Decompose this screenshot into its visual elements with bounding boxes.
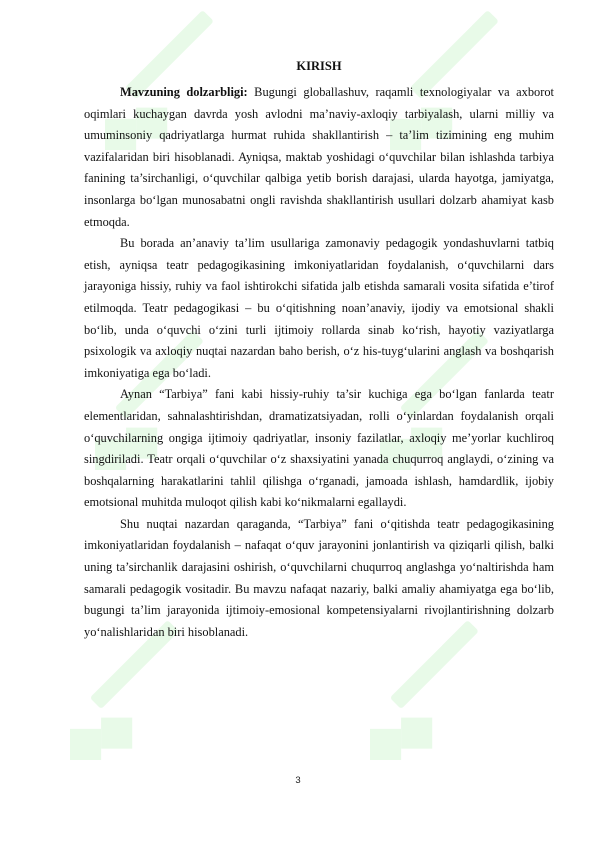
paragraph-theatre-pedagogy: [84, 233, 554, 384]
paragraph-lead: Mavzuning dolzarbligi:: [120, 85, 248, 99]
watermark-mark: [49, 620, 214, 785]
paragraph-tarbiya-subject: [84, 384, 554, 514]
paragraph-text: Bugungi globallashuv, raqamli texnologiyalar va axborot oqimlari kuchaygan davrda yosh avlodni ma’naviy-axloqiy tarbiyalash, ularni milliy va umuminsoniy qadriyatlarga hurmat ruhida shakllantirish – ta’lim tizimining eng muhim vazifalaridan biri hisoblanadi. Ayniqsa, maktab yoshidagi o‘quvchilar bilan ishlashda tarbiya fanining ta’sirchanligi, o‘quvchilar qalbiga yetib borish darajasi, ularda hayotga, jamiyatga, insonlarga bo‘lgan munosabatni ongli ravishda shakllantirish usullari dolzarb ahamiyat kasb etmoqda.: [84, 85, 554, 229]
paragraph-text: Bu borada an’anaviy ta’lim usullariga zamonaviy pedagogik yondashuvlarni tatbiq etish, ayniqsa teatr pedagogikasining imkoniyatlaridan foydalanish, o‘quvchilarni dars jarayoniga hissiy, ruhiy va faol ishtirokchi sifatida jalb etishda samarali vosita sifatida e’tirof etilmoqda. Teatr pedagogikasi – bu o‘qitishning noan’anaviy, ijodiy va emotsional shakli bo‘lib, unda o‘quvchi o‘zini turli ijtimoiy rollarda sinab ko‘rish, hayotiy vaziyatlarga psixologik va axloqiy nuqtai nazardan baho berish, o‘z his-tuyg‘ularini anglash va boshqarish imkoniyatiga ega bo‘ladi.: [84, 236, 554, 380]
paragraph-text: Aynan “Tarbiya” fani kabi hissiy-ruhiy ta’sir kuchiga ega bo‘lgan fanlarda teatr elementlaridan, sahnalashtirishdan, dramatizatsiyadan, rolli o‘yinlardan foydalanish orqali o‘quvchilarning ongiga ijtimoiy qadriyatlar, insoniy fazilatlar, axloqiy me’yorlar kuchliroq singdiriladi. Teatr orqali o‘quvchilar o‘z shaxsiyatini yanada chuqurroq anglaydi, o‘zining va boshqalarning harakatlarini tahlil qilishga o‘rganadi, jamoada ishlash, hamdardlik, ijobiy emotsional muhitda muloqot qilish kabi ko‘nikmalarni egallaydi.: [84, 387, 554, 510]
watermark-mark: [349, 620, 514, 785]
section-title: KIRISH: [296, 59, 342, 73]
paragraph-relevance: [84, 82, 554, 233]
paragraph-conclusion: [84, 514, 554, 644]
page-number: 3: [295, 775, 301, 786]
paragraph-text: Shu nuqtai nazardan qaraganda, “Tarbiya” fani o‘qitishda teatr pedagogikasining imkoniyatlaridan foydalanish – nafaqat o‘quv jarayonini jonlantirish va qiziqarli qilish, balki uning ta’sirchanlik darajasini oshirish, o‘quvchilarni chuqurroq anglashga yo‘naltirishda ham samarali pedagogik vositadir. Bu mavzu nafaqat nazariy, balki amaliy ahamiyatga ega bo‘lib, bugungi ta’lim jarayonida ijtimoiy-emosional kompetensiyalarni rivojlantirishning dolzarb yo‘nalishlaridan biri hisoblanadi.: [84, 516, 554, 639]
document-body: [84, 58, 554, 643]
